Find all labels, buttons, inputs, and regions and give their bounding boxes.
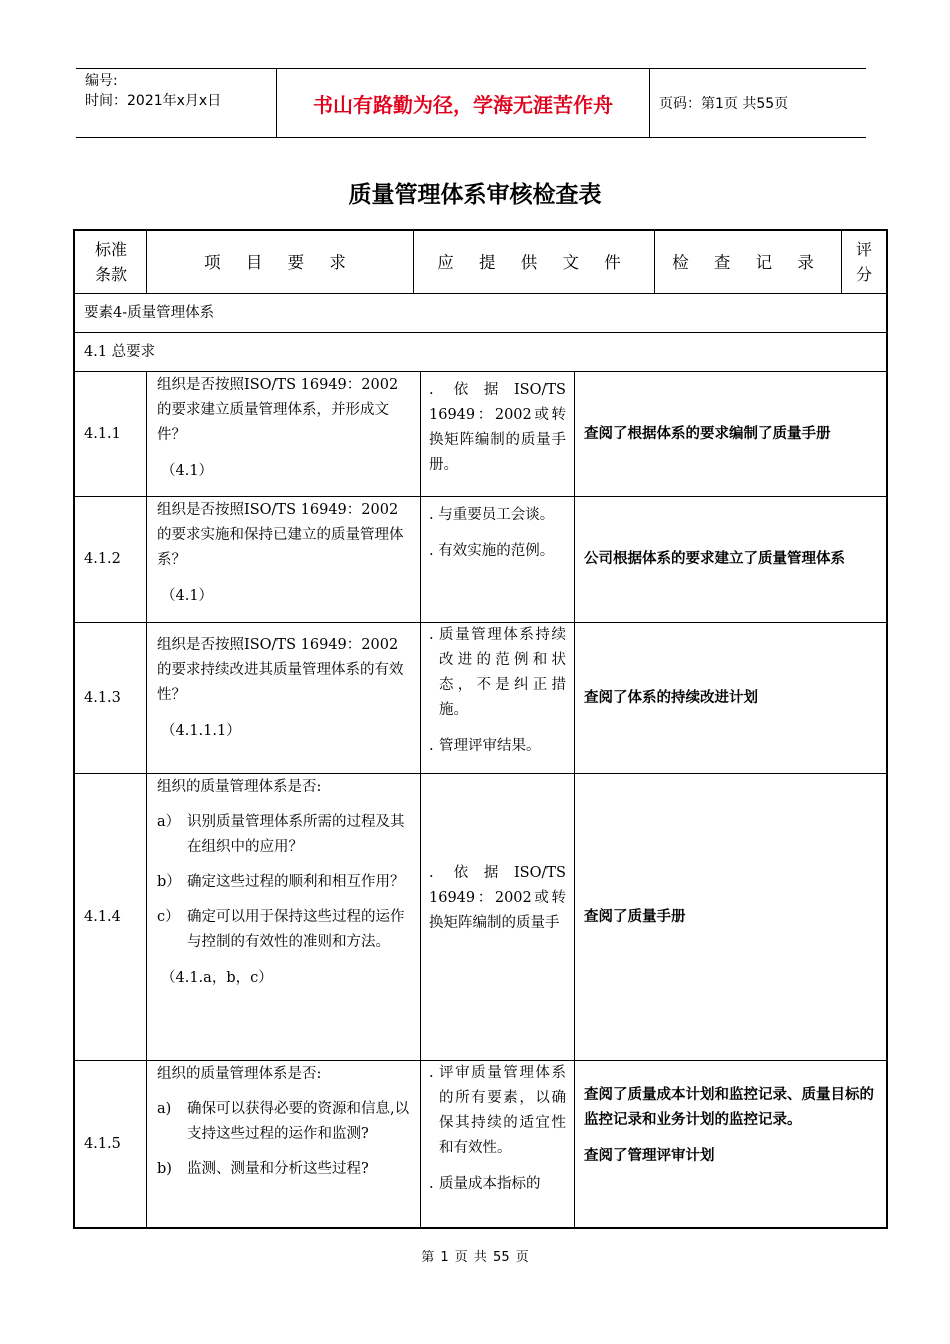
document-item: . 评审质量管理体系的所有要素，以确保其持续的适宜性和有效性。 [429, 1065, 566, 1156]
requirement-option-b: b） 确定这些过程的顺利和相互作用？ [157, 874, 405, 890]
document-number-label: 编号: [85, 73, 118, 89]
page-footer: 第 1 页 共 55 页 [421, 1250, 529, 1265]
page-title: 质量管理体系审核检查表 [348, 182, 602, 208]
requirement-question: 组织的质量管理体系是否: [157, 779, 322, 795]
requirement-option-c: c） 确定可以用于保持这些过程的运作与控制的有效性的准则和方法。 [157, 909, 405, 950]
required-documents [421, 1061, 574, 1227]
document-item: . 质量管理体系持续改进的范例和状态，不是纠正措施。 [429, 627, 566, 718]
column-header-documents: 应 提 供 文 件 [437, 252, 631, 272]
check-record: 查阅了质量手册 [584, 908, 686, 925]
column-header-score: 评分 [855, 240, 872, 284]
check-record-line: 查阅了管理评审计划 [584, 1148, 715, 1164]
header-meta [76, 69, 277, 137]
requirement-text [147, 1061, 420, 1227]
check-record-line: 查阅了质量成本计划和监控记录、质量目标的监控记录和业务计划的监控记录。 [584, 1087, 874, 1128]
clause-number: 4.1.5 [84, 1135, 121, 1152]
document-item: . 质量成本指标的 [429, 1176, 541, 1192]
document-item: . 与重要员工会谈。 [429, 507, 555, 523]
page-header [76, 68, 866, 138]
required-documents [421, 774, 574, 1060]
header-motto: 书山有路勤为径，学海无涯苦作舟 [277, 69, 650, 137]
required-documents [421, 497, 574, 622]
clause-number: 4.1.1 [84, 425, 121, 442]
requirement-reference: （4.1.1.1） [161, 723, 241, 739]
column-header-record: 检 查 记 录 [672, 252, 824, 272]
requirement-question: 组织是否按照ISO/TS 16949：2002的要求持续改进其质量管理体系的有效性？ [157, 637, 404, 703]
requirement-option-a: a) 确保可以获得必要的资源和信息,以支持这些过程的运作和监测? [157, 1101, 410, 1142]
requirement-question: 组织是否按照ISO/TS 16949：2002的要求实施和保持已建立的质量管理体系？ [157, 502, 404, 568]
document-item: . 管理评审结果。 [429, 738, 541, 754]
requirement-reference: （4.1.a，b，c） [161, 970, 273, 986]
clause-number: 4.1.4 [84, 908, 121, 925]
requirement-text [147, 372, 420, 496]
check-record [575, 1061, 886, 1227]
header-page-info: 页码：第1页 共55页 [659, 96, 789, 112]
check-record: 查阅了体系的持续改进计划 [584, 689, 758, 706]
clause-number: 4.1.3 [84, 689, 121, 706]
requirement-reference: （4.1） [161, 463, 214, 479]
section-row-4-1: 4.1 总要求 [84, 343, 156, 360]
document-item: . 有效实施的范例。 [429, 543, 555, 559]
audit-checklist-table [73, 229, 888, 1229]
requirement-text [147, 623, 420, 773]
required-documents [421, 623, 574, 773]
document-item: . 依据ISO/TS 16949：2002或转换矩阵编制的质量手册。 [429, 382, 566, 473]
requirement-question: 组织的质量管理体系是否: [157, 1066, 322, 1082]
column-header-requirement: 项 目 要 求 [204, 252, 356, 272]
check-record: 查阅了根据体系的要求编制了质量手册 [584, 425, 831, 442]
clause-number: 4.1.2 [84, 551, 121, 567]
check-record: 公司根据体系的要求建立了质量管理体系 [584, 551, 845, 567]
requirement-option-a: a） 识别质量管理体系所需的过程及其在组织中的应用？ [157, 814, 405, 855]
requirement-text [147, 774, 420, 1060]
requirement-option-b: b) 监测、测量和分析这些过程? [157, 1161, 369, 1177]
document-item: . 依据ISO/TS 16949：2002或转换矩阵编制的质量手 [429, 865, 566, 931]
document-date: 时间：2021年x月x日 [85, 93, 222, 109]
requirement-question: 组织是否按照ISO/TS 16949：2002的要求建立质量管理体系，并形成文件？ [157, 377, 399, 443]
requirement-reference: （4.1） [161, 588, 214, 604]
column-header-clause: 标准条款 [94, 240, 127, 284]
section-row-element-4: 要素4-质量管理体系 [84, 304, 215, 321]
required-documents [421, 372, 574, 496]
requirement-text [147, 497, 420, 622]
